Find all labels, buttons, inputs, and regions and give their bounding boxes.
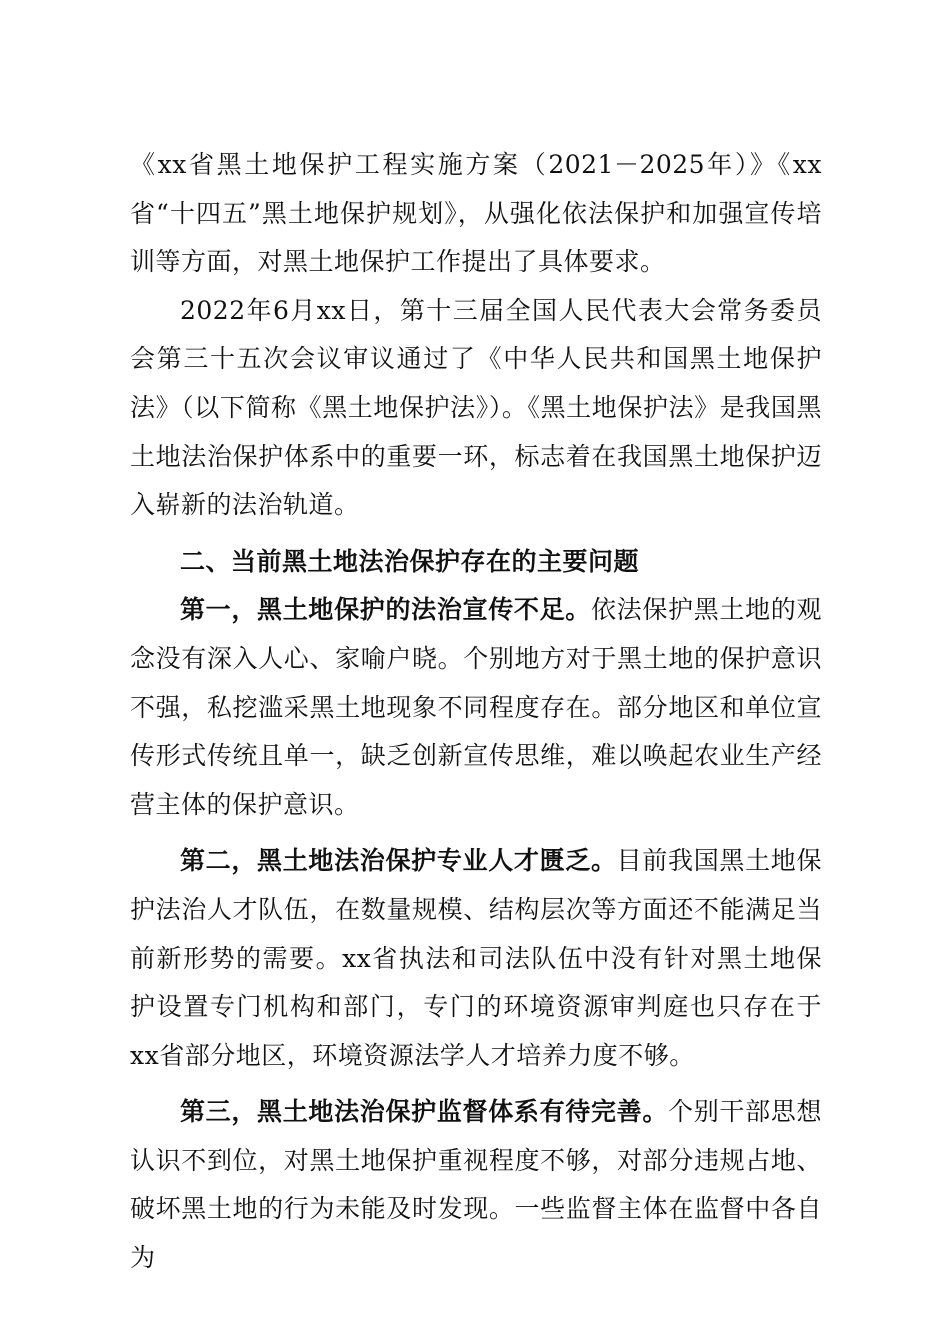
point-paragraph-2 bbox=[130, 837, 822, 1080]
spacer bbox=[130, 530, 822, 538]
point-body-3: 个别干部思想认识不到位，对黑土地保护重视程度不够，对部分违规占地、破坏黑土地的行为未能及时发现。一些监督主体在监督中各自为 bbox=[130, 1097, 822, 1273]
point-body-1: 依法保护黑土地的观念没有深入人心、家喻户晓。个别地方对于黑土地的保护意识不强，私挖滥采黑土地现象不同程度存在。部分地区和单位宣传形式传统且单一，缺乏创新宣传思维，难以唤起农业生产经营主体的保护意识。 bbox=[130, 595, 822, 819]
point-paragraph-1 bbox=[130, 586, 822, 829]
point-paragraph-3 bbox=[130, 1088, 822, 1282]
point-lead-3: 第三，黑土地法治保护监督体系有待完善。 bbox=[180, 1097, 669, 1127]
spacer bbox=[130, 829, 822, 837]
point-lead-2: 第二，黑土地法治保护专业人才匮乏。 bbox=[180, 846, 617, 876]
section-heading: 二、当前黑土地法治保护存在的主要问题 bbox=[180, 546, 640, 576]
spacer bbox=[130, 1080, 822, 1088]
point-lead-1: 第一，黑土地保护的法治宣传不足。 bbox=[180, 595, 591, 625]
point-body-2: 目前我国黑土地保护法治人才队伍，在数量规模、结构层次等方面还不能满足当前新形势的需要。xx省执法和司法队伍中没有针对黑土地保护设置专门机构和部门，专门的环境资源审判庭也只存在于xx省部分地区，环境资源法学人才培养力度不够。 bbox=[130, 846, 822, 1070]
paragraph-continuation: 《xx省黑土地保护工程实施方案（2021－2025年）》《xx省“十四五”黑土地保护规划》，从强化依法保护和加强宣传培训等方面，对黑土地保护工作提出了具体要求。 bbox=[130, 150, 822, 277]
document-body bbox=[130, 141, 822, 1283]
paragraph-law-adoption: 2022年6月xx日，第十三届全国人民代表大会常务委员会第三十五次会议审议通过了《中华人民共和国黑土地保护法》（以下简称《黑土地保护法》）。《黑土地保护法》是我国黑土地法治保护体系中的重要一环，标志着在我国黑土地保护迈入崭新的法治轨道。 bbox=[130, 295, 822, 520]
